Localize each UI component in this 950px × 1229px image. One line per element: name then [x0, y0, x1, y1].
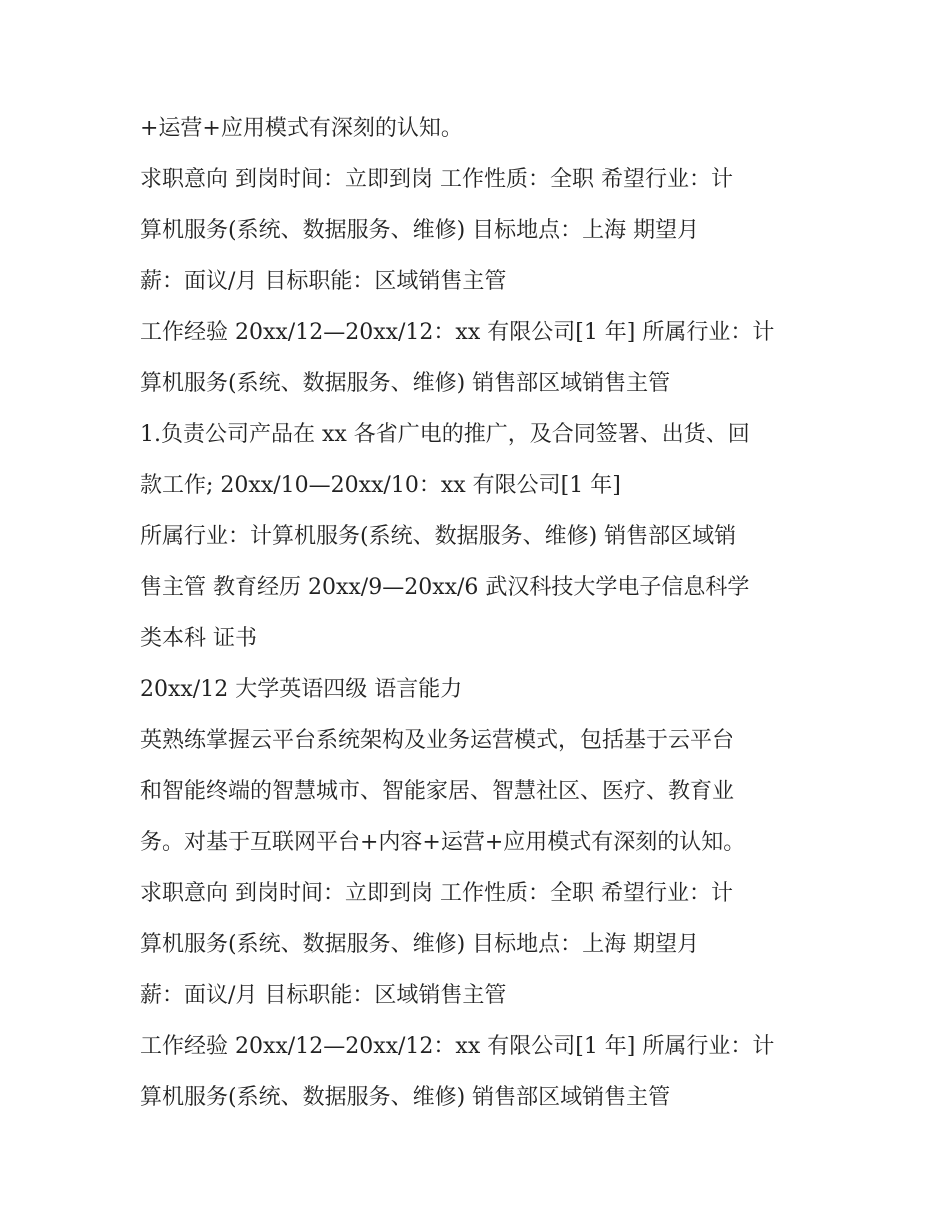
text-line: 工作经验 20xx/12—20xx/12：xx 有限公司[1 年] 所属行业：计 [140, 320, 775, 345]
text-line: 求职意向 到岗时间：立即到岗 工作性质：全职 希望行业：计 [140, 167, 733, 192]
text-line: 薪：面议/月 目标职能：区域销售主管 [140, 269, 507, 294]
text-line: 英熟练掌握云平台系统架构及业务运营模式，包括基于云平台 [140, 728, 735, 753]
text-line: 工作经验 20xx/12—20xx/12：xx 有限公司[1 年] 所属行业：计 [140, 1034, 775, 1059]
text-line: +运营+应用模式有深刻的认知。 [140, 116, 463, 141]
text-line: 算机服务(系统、数据服务、维修) 目标地点：上海 期望月 [140, 218, 700, 243]
text-line: 20xx/12 大学英语四级 语言能力 [140, 677, 463, 702]
text-line: 1.负责公司产品在 xx 各省广电的推广，及合同签署、出货、回 [140, 422, 750, 447]
document-body [140, 103, 820, 1123]
text-line: 算机服务(系统、数据服务、维修) 销售部区域销售主管 [140, 1085, 671, 1110]
text-line: 薪：面议/月 目标职能：区域销售主管 [140, 983, 507, 1008]
text-line: 算机服务(系统、数据服务、维修) 销售部区域销售主管 [140, 371, 671, 396]
text-line: 务。对基于互联网平台+内容+运营+应用模式有深刻的认知。 [140, 830, 746, 855]
text-line: 求职意向 到岗时间：立即到岗 工作性质：全职 希望行业：计 [140, 881, 733, 906]
text-line: 所属行业：计算机服务(系统、数据服务、维修) 销售部区域销 [140, 524, 737, 549]
text-line: 售主管 教育经历 20xx/9—20xx/6 武汉科技大学电子信息科学 [140, 575, 750, 600]
text-line: 算机服务(系统、数据服务、维修) 目标地点：上海 期望月 [140, 932, 700, 957]
text-line: 款工作; 20xx/10—20xx/10：xx 有限公司[1 年] [140, 473, 621, 498]
text-line: 和智能终端的智慧城市、智能家居、智慧社区、医疗、教育业 [140, 779, 735, 804]
text-line: 类本科 证书 [140, 626, 257, 651]
